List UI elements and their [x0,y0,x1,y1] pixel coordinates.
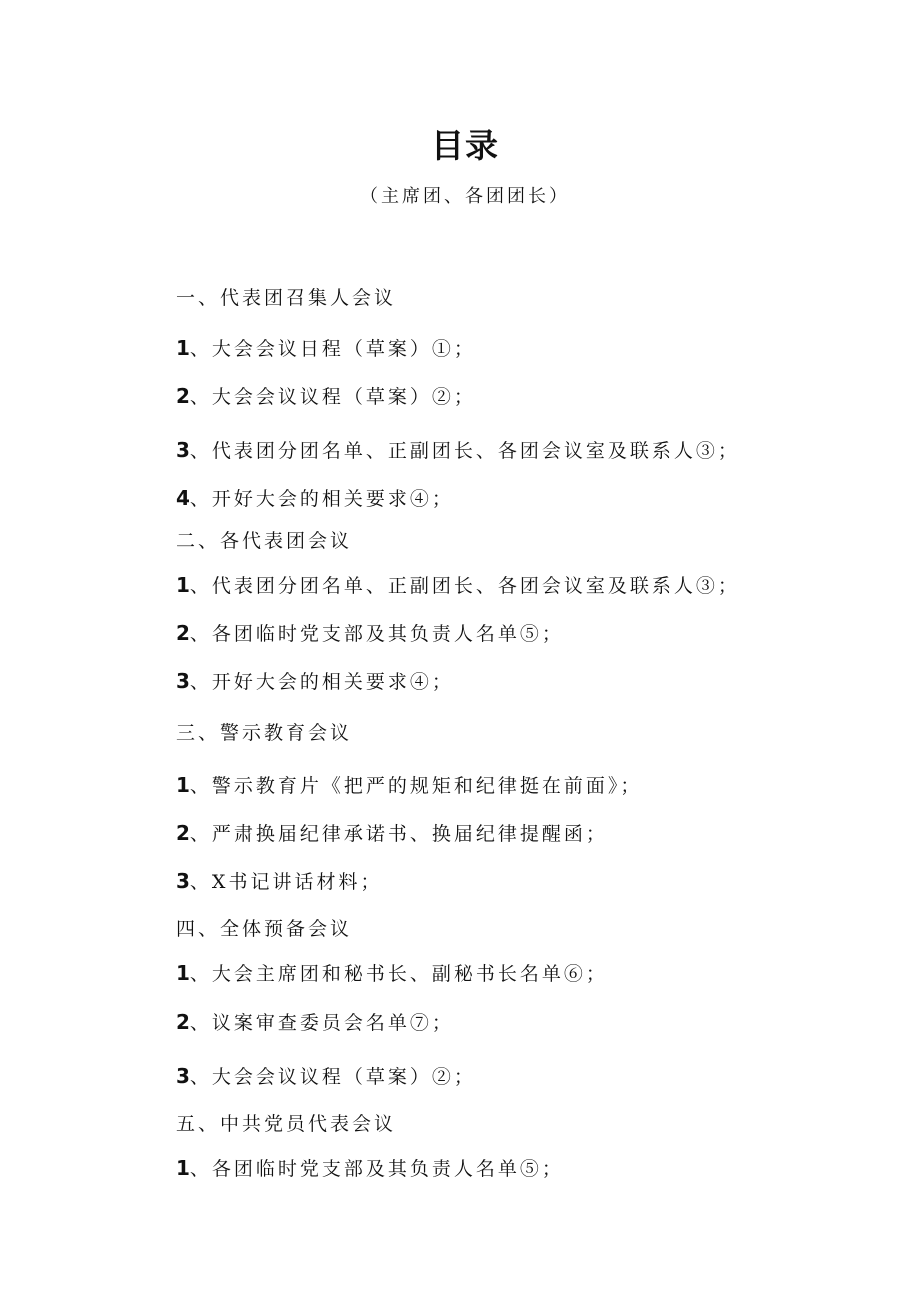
document-subtitle: （主席团、各团团长） [360,186,570,207]
item-number: 1 [176,773,190,797]
section-heading-5: 五、中共党员代表会议 [176,1113,397,1135]
item-number: 2 [176,384,190,408]
toc-item [176,1062,476,1091]
item-number: 1 [176,961,190,985]
toc-item [176,667,454,696]
item-text: 、开好大会的相关要求④； [189,488,454,510]
item-text: 、警示教育片《把严的规矩和纪律挺在前面》； [189,775,643,797]
document-title: 目录 [431,126,499,165]
toc-item [176,382,476,411]
toc-item [176,619,564,648]
toc-item [176,484,454,513]
item-number: 1 [176,573,190,597]
item-text: 、议案审查委员会名单⑦； [189,1012,454,1034]
item-text: 、大会会议议程（草案）②； [189,386,476,408]
item-number: 3 [176,669,190,693]
item-text: 、大会会议日程（草案）①； [189,338,476,360]
section-heading-4: 四、全体预备会议 [176,918,353,940]
item-number: 1 [176,336,190,360]
item-text: 、各团临时党支部及其负责人名单⑤； [189,1158,564,1180]
item-number: 2 [176,1010,190,1034]
toc-item [176,867,382,896]
item-text: 、X书记讲话材料； [189,871,383,893]
item-text: 、各团临时党支部及其负责人名单⑤； [189,623,564,645]
item-number: 1 [176,1156,190,1180]
toc-item [176,819,608,848]
item-number: 4 [176,486,190,510]
item-number: 3 [176,1064,190,1088]
item-number: 3 [176,869,190,893]
item-text: 、大会会议议程（草案）②； [189,1066,476,1088]
toc-item [176,436,740,465]
item-text: 、代表团分团名单、正副团长、各团会议室及联系人③； [189,440,740,462]
toc-item [176,334,476,363]
section-heading-3: 三、警示教育会议 [176,722,353,744]
item-text: 、严肃换届纪律承诺书、换届纪律提醒函； [189,823,608,845]
item-text: 、代表团分团名单、正副团长、各团会议室及联系人③； [189,575,740,597]
item-number: 3 [176,438,190,462]
section-heading-1: 一、代表团召集人会议 [176,287,397,309]
toc-item [176,1008,454,1037]
toc-item [176,1154,564,1183]
section-heading-2: 二、各代表团会议 [176,530,353,552]
toc-item [176,571,740,600]
toc-item [176,959,608,988]
item-number: 2 [176,821,190,845]
item-number: 2 [176,621,190,645]
toc-item [176,771,642,800]
item-text: 、大会主席团和秘书长、副秘书长名单⑥； [189,963,608,985]
item-text: 、开好大会的相关要求④； [189,671,454,693]
